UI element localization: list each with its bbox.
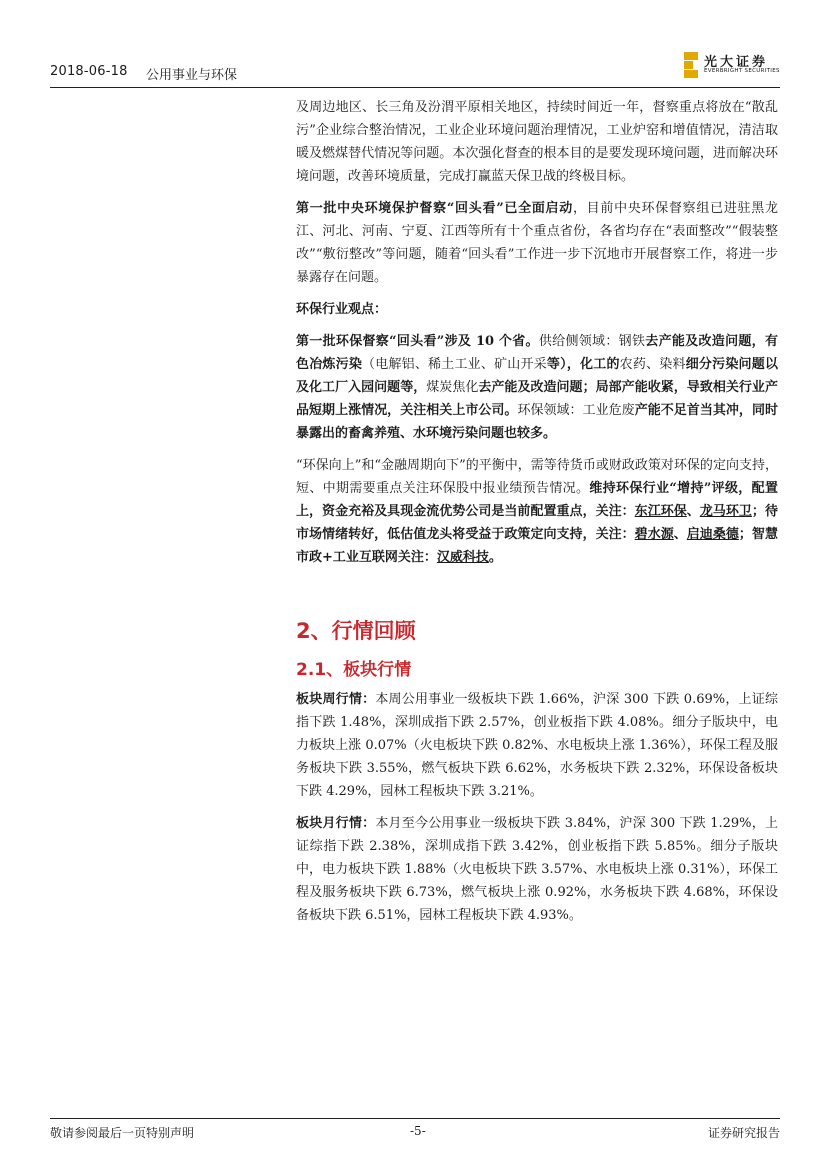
text-segment: 煤炭焦化 — [426, 380, 479, 395]
stock-link-longma[interactable]: 龙马环卫 — [699, 504, 752, 519]
report-category: 公用事业与环保 — [146, 68, 238, 83]
stock-link-qidisangde[interactable]: 启迪桑德 — [686, 527, 739, 542]
page-number: -5- — [410, 1124, 426, 1138]
text-segment: 第一批环保督察“回头看”涉及 10 个省。 — [296, 334, 539, 349]
paragraph-text: ，目前中央环保督察组已进驻黑龙江、河北、河南、宁夏、江西等所有十个重点省份，各省均存在“表面整改”“假装整改”“敷衍整改”等问题，随着“回头看”工作进一步下沉地市开展督察工作，将进一步暴露存在问题。 — [296, 201, 778, 285]
text-segment: ；待市场情绪转好，低估值龙头将受益于政策定向支持，关注： — [296, 504, 778, 542]
section-heading: 2、行情回顾 — [296, 619, 416, 643]
paragraph-lookback — [296, 197, 778, 289]
text-segment: 、 — [673, 527, 687, 542]
subsection-heading: 2.1、板块行情 — [296, 660, 412, 680]
market-review-text — [296, 688, 778, 936]
text-segment: 、 — [686, 504, 700, 519]
text-segment: （电解铝、稀土工业、矿山开采 — [362, 357, 547, 372]
report-date: 2018-06-18 — [50, 64, 128, 79]
monthly-label: 板块月行情： — [296, 816, 376, 831]
logo-mark-icon — [684, 52, 698, 78]
footer-rule — [50, 1118, 780, 1119]
stock-link-dongjiang[interactable]: 东江环保 — [634, 504, 687, 519]
report-type: 证券研究报告 — [707, 1126, 780, 1140]
logo-text-cn: 光大证券 — [704, 55, 769, 70]
body-text — [296, 96, 778, 578]
paragraph-lead: 第一批中央环境保护督察“回头看”已全面启动 — [296, 201, 573, 216]
paragraph-inspection — [296, 96, 778, 188]
text-segment: 农药、染料 — [619, 357, 686, 372]
text-segment: 去产能及改造问题；局部产能收紧，导致相关行业产品短期上涨情况，关注相关上市公司。 — [296, 380, 778, 418]
header-rule — [50, 87, 780, 88]
section-label — [296, 298, 778, 321]
text-segment: 等），化工的 — [546, 357, 620, 372]
text-segment: 去产能及改造问题，有色冶炼污染 — [296, 334, 778, 372]
stock-link-bishuiyuan[interactable]: 碧水源 — [634, 527, 674, 542]
weekly-label: 板块周行情： — [296, 692, 376, 707]
text-segment: “环保向上”和“金融周期向下”的平衡中，需等待货币或财政政策对环保的定向支持，短、中期需要重点关注环保股中报业绩预告情况。 — [296, 458, 778, 496]
industry-view-label: 环保行业观点： — [296, 302, 388, 317]
paragraph-text: 及周边地区、长三角及汾渭平原相关地区，持续时间近一年，督察重点将放在“散乱污”企业综合整治情况，工业企业环境问题治理情况，工业炉窑和增值情况，清洁取暖及燃煤替代情况等问题。本次强化督查的根本目的是要发现环境问题，进而解决环境问题，改善环境质量，完成打赢蓝天保卫战的终极目标。 — [296, 100, 778, 184]
stock-link-hanwei[interactable]: 汉威科技 — [436, 550, 489, 565]
text-segment: 。 — [488, 550, 502, 565]
disclaimer-note: 敬请参阅最后一页特别声明 — [50, 1126, 195, 1140]
brand-logo — [684, 52, 784, 82]
text-segment: ；智慧市政+工业互联网关注： — [296, 527, 778, 565]
text-segment: 环保领域：工业危废 — [517, 403, 635, 418]
text-segment: 产能不足首当其冲，同时暴露出的畜禽养殖、水环境污染问题也较多。 — [296, 403, 778, 441]
paragraph-industry-view — [296, 330, 778, 445]
paragraph-recommendation — [296, 454, 778, 569]
paragraph-monthly — [296, 812, 778, 927]
text-segment: 维持环保行业“增持”评级，配置上，资金充裕及具现金流优势公司是当前配置重点，关注： — [296, 481, 778, 519]
paragraph-weekly — [296, 688, 778, 803]
logo-text-en: EVERBRIGHT SECURITIES — [704, 68, 780, 74]
text-segment: 细分污染问题以及化工厂入园问题等， — [296, 357, 778, 395]
page-header — [50, 55, 780, 83]
weekly-text: 本周公用事业一级板块下跌 1.66%，沪深 300 下跌 0.69%，上证综指下跌 1.48%，深圳成指下跌 2.57%，创业板指下跌 4.08%。细分子版块中，电力板块上涨 0.07%（火电板块下跌 0.82%、水电板块上涨 1.36%），环保工程及服务板块下跌 3.55%，燃气板块下跌 6.62%，水务板块下跌 2.32%，环保设备板块下跌 4.29%，园林工程板块下跌 3.21%。 — [296, 692, 778, 799]
monthly-text: 本月至今公用事业一级板块下跌 3.84%，沪深 300 下跌 1.29%，上证综指下跌 2.38%，深圳成指下跌 3.42%，创业板指下跌 5.85%。细分子版块中，电力板块下跌 1.88%（火电板块下跌 3.57%、水电板块上涨 0.31%），环保工程及服务板块下跌 6.73%，燃气板块上涨 0.92%，水务板块下跌 4.68%，环保设备板块下跌 6.51%，园林工程板块下跌 4.93%。 — [296, 816, 778, 923]
text-segment: 供给侧领域：钢铁 — [538, 334, 646, 349]
